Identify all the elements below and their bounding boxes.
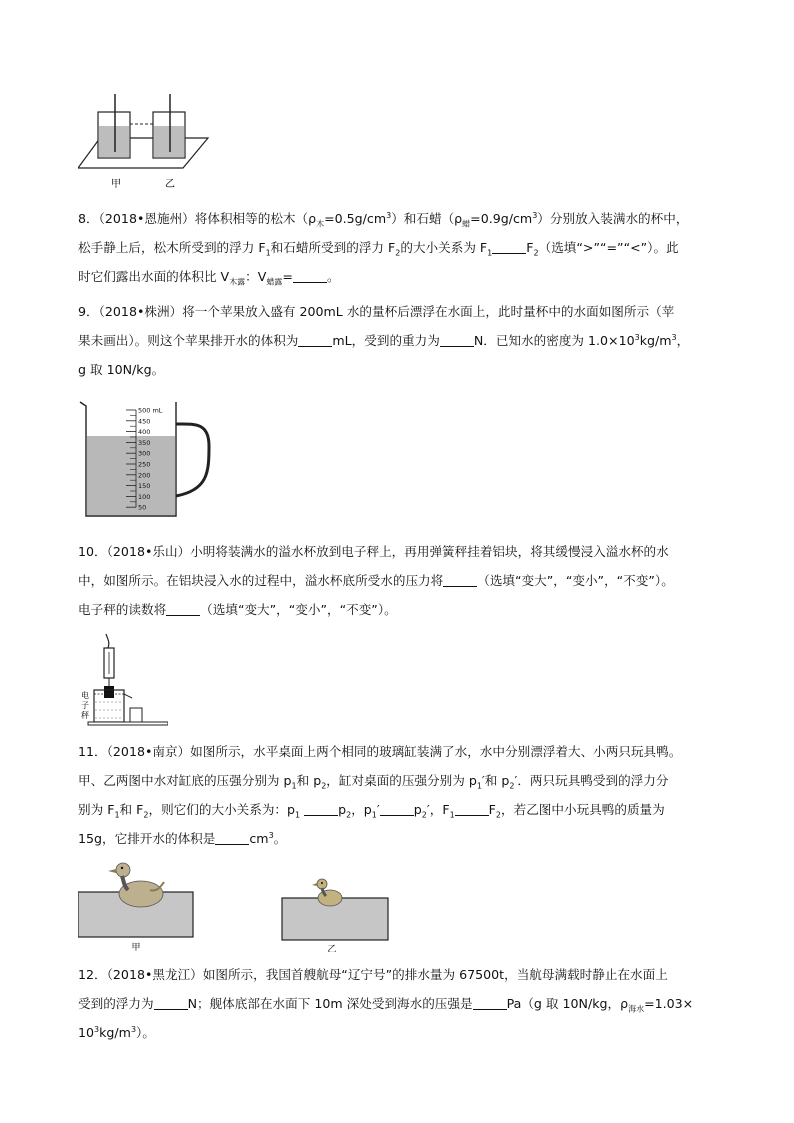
label-jia: 甲: [131, 943, 141, 952]
answer-blank[interactable]: [380, 801, 414, 816]
label-yi: 乙: [165, 179, 175, 190]
scale-label: 400: [138, 428, 151, 437]
question-8: 8．（2018•恩施州）将体积相等的松木$(\rho_木=0.5g/cm^3)$和石蜡$(\rho_蜡=0.9g/cm^3)$分别放入装满水的杯中， 松手静上后，松木所受到的浮力 $F_1$和石蜡所受到的浮力 $F_2$的大小关系为 $F_1$ $F_2$（选填“>”“=”“<”）。此 时它们露出水面的体积比 $V_{木露}$：$V_{蜡露}=$ 。: [78, 210, 689, 287]
scale-label: 50: [138, 503, 147, 512]
answer-blank[interactable]: [443, 572, 477, 587]
answer-blank[interactable]: [492, 239, 526, 254]
scale-label: 200: [138, 471, 151, 480]
question-11: 11．（2018•南京）如图所示，水平桌面上两个相同的玻璃缸装满了水，水中分别漂浮着大、小两只玩具鸭。 甲、乙两图中水对缸底的压强分别为 $p_1$和 $p_2$，缸对桌面的压强分别为 $p_1'$和 $p_2'$．两只玩具鸭受到的浮力分 别为 $F_1$和 $F_2$，则它们的大小关系为：$p_1$ $p_2$，$p_1'$ $p_2'$，$F_1$ $F_2$，若乙图中小玩具鸭的质量为 15g，它排开水的体积是 $cm^3$。: [78, 744, 682, 846]
question-10: 10．（2018•乐山）小明将装满水的溢水杯放到电子秤上，再用弹簧秤挂着铝块，将其缓慢浸入溢水杯的水 中，如图所示。在铝块浸入水的过程中，溢水杯底所受水的压力将 （选填“变大”，“变小”，“不变”）。 电子秤的读数将 （选填“变大”，“变小”，“不变”）。: [78, 544, 674, 617]
scale-label: 300: [138, 449, 151, 458]
answer-blank[interactable]: [293, 268, 327, 283]
scale-label: 500 mL: [138, 406, 163, 415]
answer-blank[interactable]: [166, 601, 200, 616]
figure-overflow-cup: [78, 632, 168, 727]
question-12: 12．（2018•黑龙江）如图所示，我国首艘航母“辽宁号”的排水量为 67500t，当航母满载时静止在水面上 受到的浮力为 N；舰体底部在水面下 10m 深处受到海水的压强是 Pa（g 取 10N/kg，$\rho_{海水}=1.03\times$ $10^3kg/m^3$）。: [78, 967, 694, 1040]
label-yi: 乙: [327, 945, 337, 952]
scale-label: 100: [138, 492, 151, 501]
scale-label: 350: [138, 438, 151, 447]
figure-duck-tanks: [78, 852, 398, 952]
answer-blank[interactable]: [473, 995, 507, 1010]
scale-label-char: 子: [81, 701, 89, 710]
scale-label: 250: [138, 460, 151, 469]
scale-label: 150: [138, 482, 151, 491]
question-9: 9．（2018•株洲）将一个苹果放入盛有 200mL 水的量杯后漂浮在水面上，此时量杯中的水面如图所示（苹 果未画出）。则这个苹果排开水的体积为 mL，受到的重力为 N．已知水的密度为 $1.0\times 10^3kg/m^3$， g 取 10N/kg。: [78, 304, 690, 377]
answer-blank[interactable]: [455, 801, 489, 816]
answer-blank[interactable]: [215, 830, 249, 845]
scale-label: 450: [138, 417, 151, 426]
answer-blank[interactable]: [440, 332, 474, 347]
label-jia: 甲: [111, 179, 121, 190]
figure-two-beakers: [78, 90, 213, 190]
answer-blank[interactable]: [304, 801, 338, 816]
figure-measuring-cup: [76, 398, 216, 520]
scale-label-char: 秤: [81, 711, 89, 720]
scale-label-char: 电: [81, 691, 89, 700]
answer-blank[interactable]: [298, 332, 332, 347]
answer-blank[interactable]: [154, 995, 188, 1010]
